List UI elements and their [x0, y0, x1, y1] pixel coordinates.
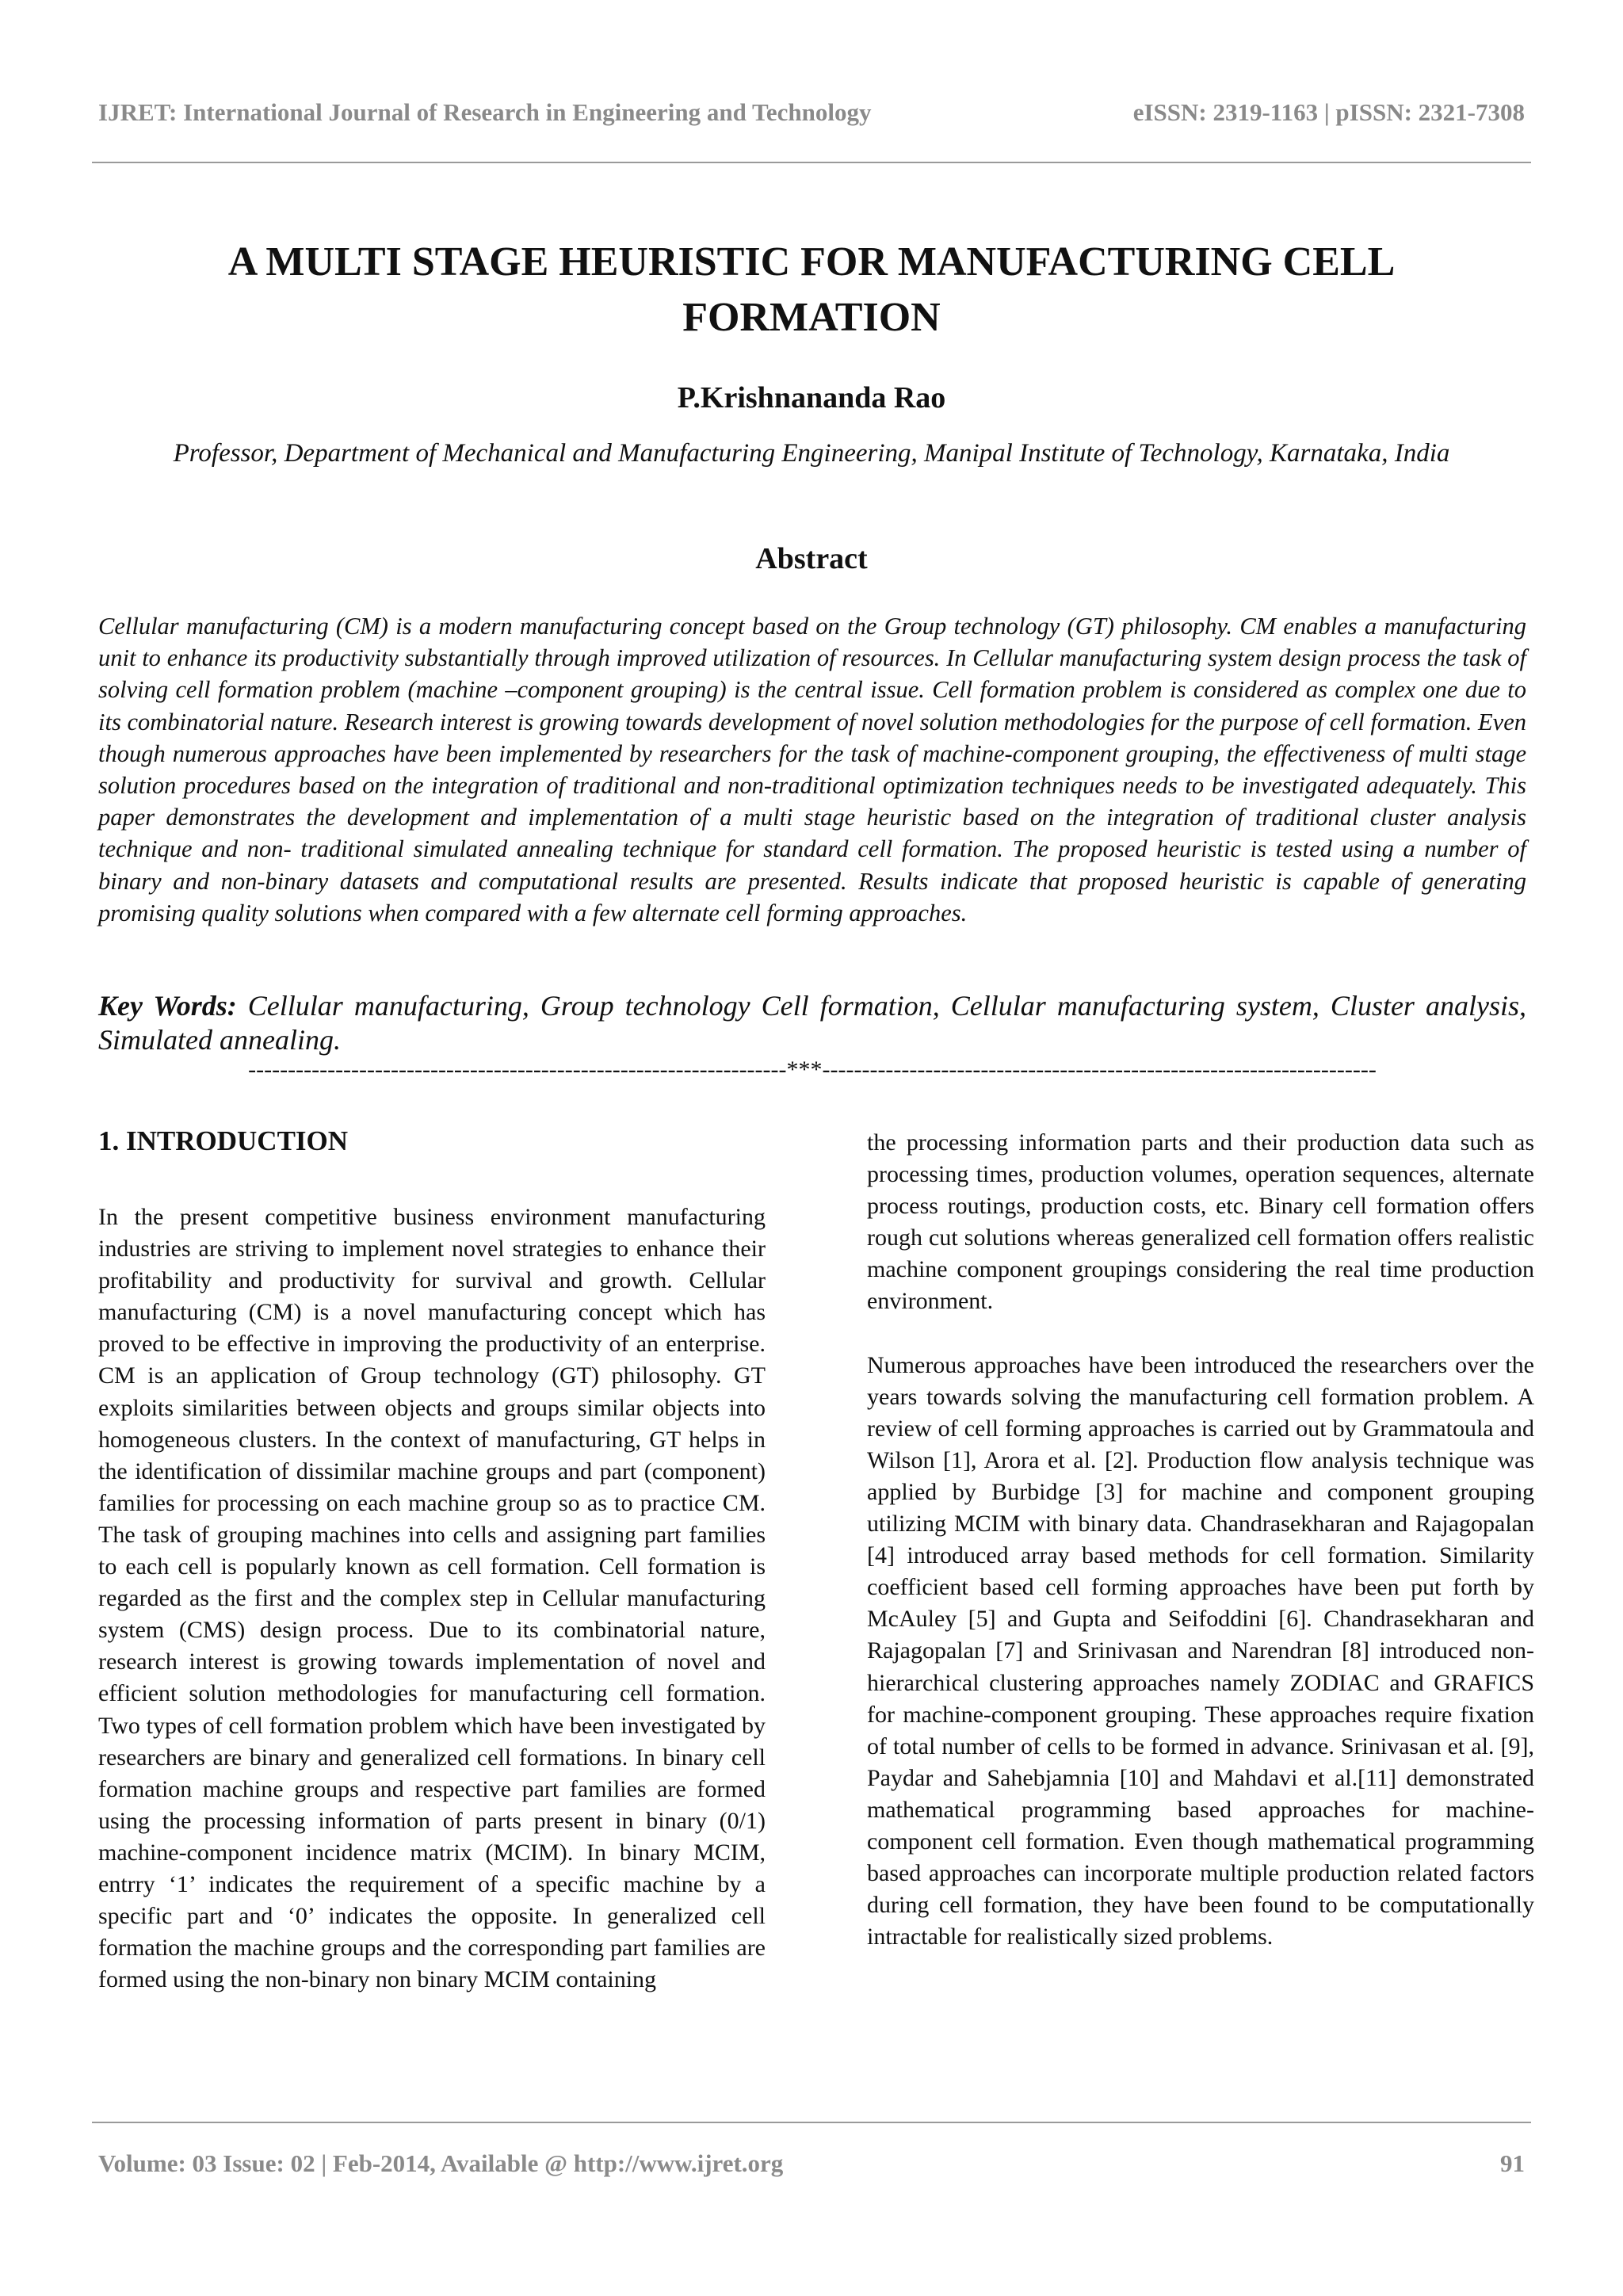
introduction-paragraph-3: Numerous approaches have been introduced the researchers over the years towards solving the manufacturing cell formation problem. A review of cell forming approaches is carried out by Grammatoula and Wilson [1], Arora et al. [2]. Production flow analysis technique was applied by Burbidge [3] for machine and component grouping utilizing MCIM with binary data. Chandrasekharan and Rajagopalan [4] introduced array based methods for cell formation. Similarity coefficient based cell forming approaches have been put forth by McAuley [5] and Gupta and Seifoddini [6]. Chandrasekharan and Rajagopalan [7] and Srinivasan and Narendran [8] introduced non- hierarchical clustering approaches namely ZODIAC and GRAFICS for machine-component grouping. These approaches require fixation of total number of cells to be formed in advance. Srinivasan et al. [9], Paydar and Sahebjamnia [10] and Mahdavi et al.[11] demonstrated mathematical programming based approaches for machine-component cell formation. Even though mathematical programming based approaches can incorporate multiple production related factors during cell formation, they have been found to be computationally intractable for realistically sized problems. [867, 1351, 1534, 1950]
introduction-heading: 1. INTRODUCTION [98, 1125, 349, 1156]
issn-info: eISSN: 2319-1163 | pISSN: 2321-7308 [1132, 98, 1525, 126]
abstract-text: Cellular manufacturing (CM) is a modern manufacturing concept based on the Group technology (GT) philosophy. CM enables a manufacturing unit to enhance its productivity substantially through improved utilization of resources. In Cellular manufacturing system design process the task of solving cell formation problem (machine –component grouping) is the central issue. Cell formation problem is considered as complex one due to its combinatorial nature. Research interest is growing towards development of novel solution methodologies for the purpose of cell formation. Even though numerous approaches have been implemented by researchers for the task of machine-component grouping, the effectiveness of multi stage solution procedures based on the integration of traditional and non-traditional optimization techniques needs to be investigated adequately. This paper demonstrates the development and implementation of a multi stage heuristic based on the integration of traditional cluster analysis technique and non- traditional simulated annealing technique for standard cell formation. The proposed heuristic is tested using a number of binary and non-binary datasets and computational results are presented. Results indicate that proposed heuristic is capable of generating promising quality solutions when compared with a few alternate cell forming approaches. [98, 613, 1526, 926]
right-column [867, 1127, 1534, 1953]
journal-name: IJRET: International Journal of Research in Engineering and Technology [98, 98, 872, 126]
keywords-text: Cellular manufacturing, Group technology Cell formation, Cellular manufacturing system, Cluster analysis, Simulated annealing. [98, 990, 1527, 1056]
running-header [98, 98, 1525, 127]
author-affiliation: Professor, Department of Mechanical and Manufacturing Engineering, Manipal Institute of Technology, Karnataka, India [173, 439, 1450, 468]
introduction-paragraph-2: the processing information parts and their production data such as processing times, production volumes, operation sequences, alternate process routings, production costs, etc. Binary cell formation offers rough cut solutions whereas generalized cell formation offers realistic machine component groupings considering the real time production environment. [867, 1129, 1534, 1315]
abstract-heading: Abstract [755, 542, 868, 575]
volume-info: Volume: 03 Issue: 02 | Feb-2014, Available @ http://www.ijret.org [98, 2149, 784, 2177]
keywords-label: Key Words: [98, 990, 237, 1022]
page-number: 91 [1500, 2149, 1525, 2177]
introduction-paragraph-1: In the present competitive business environment manufacturing industries are striving to implement novel strategies to enhance their profitability and productivity for survival and growth. Cellular manufacturing (CM) is a novel manufacturing concept which has proved to be effective in improving the productivity of an enterprise. CM is an application of Group technology (GT) philosophy. GT exploits similarities between objects and groups similar objects into homogeneous clusters. In the context of manufacturing, GT helps in the identification of dissimilar machine groups and part (component) families for processing on each machine group so as to practice CM. The task of grouping machines into cells and assigning part families to each cell is popularly known as cell formation. Cell formation is regarded as the first and the complex step in Cellular manufacturing system (CMS) design process. Due to its combinatorial nature, research interest is growing towards implementation of novel and efficient solution methodologies for manufacturing cell formation. Two types of cell formation problem which have been investigated by researchers are binary and generalized cell formations. In binary cell formation machine groups and respective part families are formed using the processing information of parts present in binary (0/1) machine-component incidence matrix (MCIM). In binary MCIM, entrry ‘1’ indicates the requirement of a specific machine by a specific part and ‘0’ indicates the opposite. In generalized cell formation the machine groups and the corresponding part families are formed using the non-binary non binary MCIM containing [98, 1204, 766, 1993]
paragraph-gap [867, 1318, 1534, 1350]
left-column [98, 1125, 766, 1996]
author-name: P.Krishnananda Rao [677, 381, 946, 415]
keywords [98, 989, 1526, 1057]
paper-title: A MULTI STAGE HEURISTIC FOR MANUFACTURING CELL FORMATION [227, 239, 1396, 340]
header-rule [92, 162, 1531, 163]
running-footer [98, 2149, 1525, 2178]
footer-rule [92, 2122, 1531, 2123]
section-separator: --------------------------------------------------------------------***---------------------------------------------------------------------- [248, 1056, 1377, 1083]
